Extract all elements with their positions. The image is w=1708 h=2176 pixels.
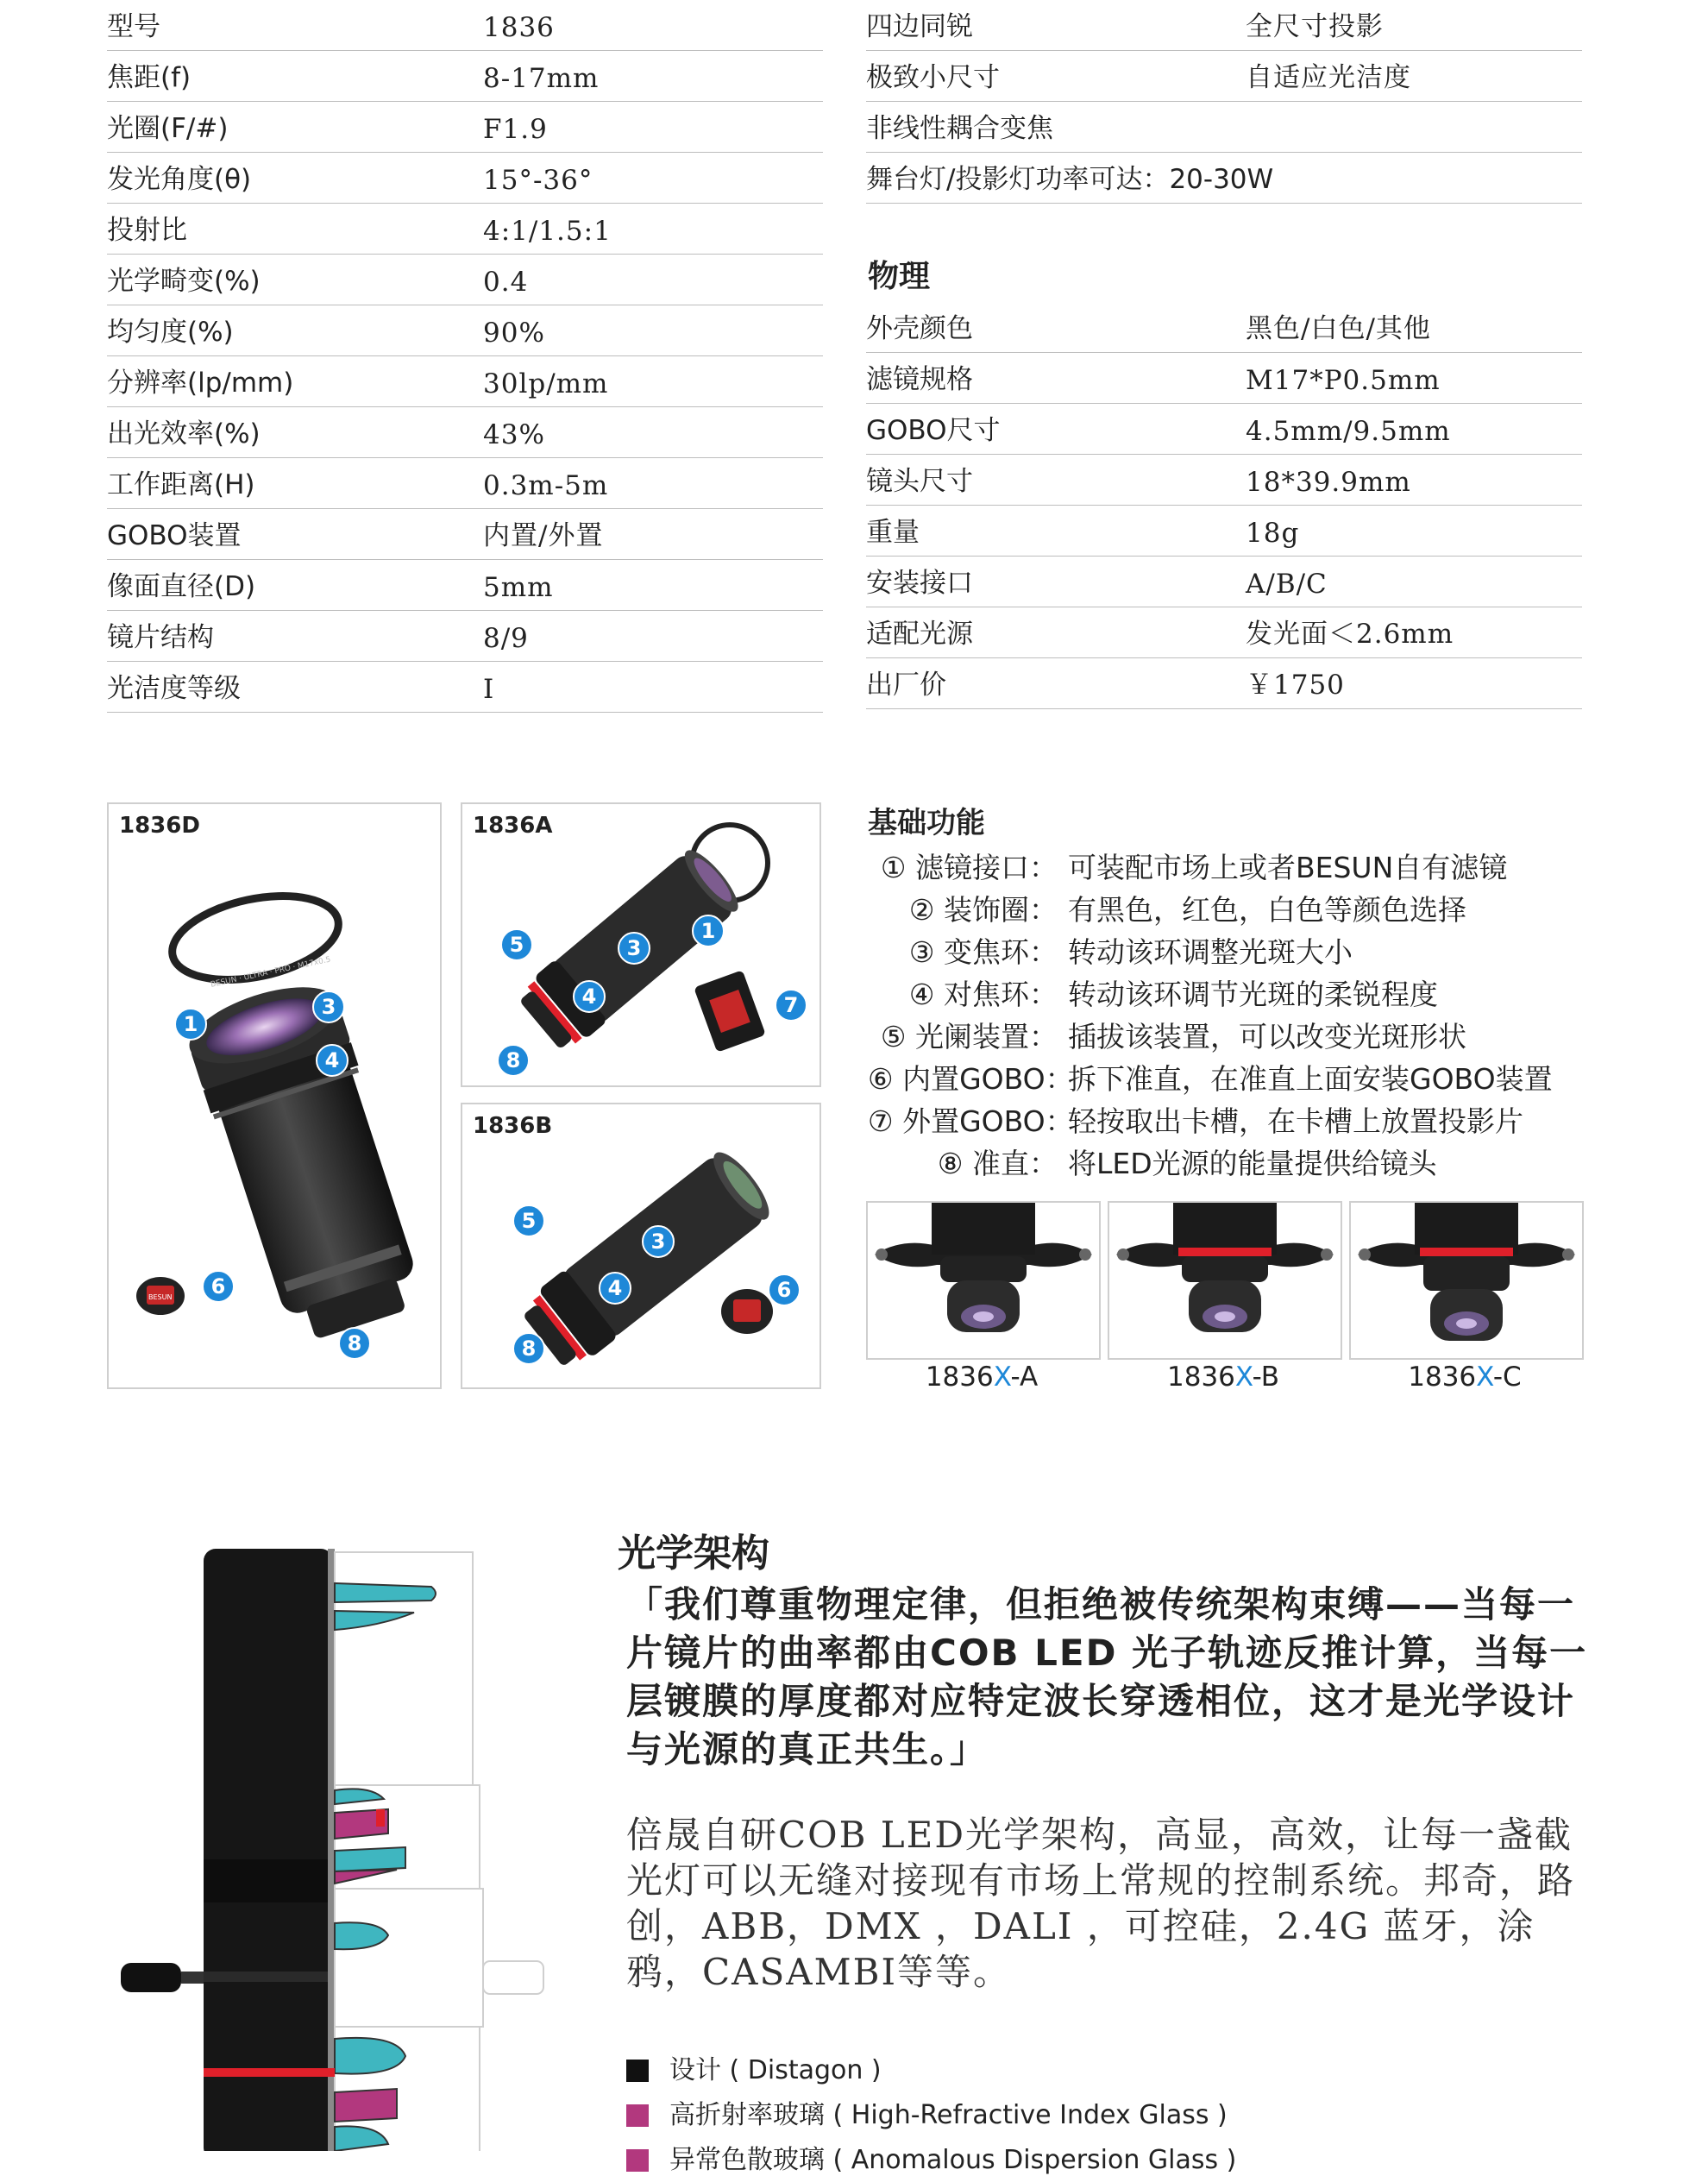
feature-label: 非线性耦合变焦 <box>866 113 1053 144</box>
variant-lens-svg <box>1351 1203 1582 1358</box>
product-panel-1836b <box>461 1103 821 1389</box>
spec-label: 均匀度(%) <box>107 317 234 348</box>
badge-6: 6 <box>202 1270 235 1303</box>
variant-thumbnail <box>1108 1201 1342 1360</box>
physical-row <box>866 352 1582 404</box>
physical-table <box>866 0 1582 716</box>
spec-label: 投射比 <box>107 215 187 246</box>
variant-lens-svg <box>1109 1203 1341 1358</box>
function-item <box>868 846 1508 886</box>
spec-row <box>107 610 823 662</box>
spec-label: GOBO装置 <box>107 520 242 551</box>
function-desc: 将LED光源的能量提供给镜头 <box>1068 1147 1437 1180</box>
spec-value: 90% <box>483 318 545 349</box>
variant-x: X <box>1234 1362 1253 1393</box>
function-item <box>868 1099 1523 1140</box>
spec-row <box>107 661 823 713</box>
cutaway-svg <box>121 1540 569 2151</box>
physical-value: 黑色/白色/其他 <box>1246 313 1431 344</box>
legend-swatch <box>626 2104 649 2127</box>
legend-item <box>626 2048 882 2086</box>
function-name: ① 滤镜接口： <box>880 851 1058 884</box>
function-desc: 转动该环调节光斑的柔锐程度 <box>1068 978 1438 1011</box>
function-item <box>868 1057 1553 1097</box>
function-name: ⑧ 准直： <box>937 1147 1058 1180</box>
spec-value: 15°-36° <box>483 165 593 196</box>
physical-row <box>866 556 1582 607</box>
physical-label: 适配光源 <box>866 619 973 650</box>
feature-value: 自适应光洁度 <box>1246 62 1411 93</box>
spec-row <box>107 254 823 305</box>
badge-4b: 4 <box>599 1272 631 1305</box>
spec-label: 光洁度等级 <box>107 673 241 704</box>
spec-label: 型号 <box>107 11 160 42</box>
spec-label: 光学畸变(%) <box>107 266 261 297</box>
spec-label: 出光效率(%) <box>107 418 261 450</box>
badge-3a: 3 <box>618 932 650 965</box>
spec-row <box>107 508 823 560</box>
spec-row <box>107 355 823 407</box>
feature-label: 四边同锐 <box>866 11 973 42</box>
spec-row <box>107 559 823 611</box>
physical-value: 18g <box>1246 518 1300 549</box>
variant-lens-svg <box>868 1203 1099 1358</box>
spec-row <box>107 0 823 51</box>
legend-item <box>626 2093 1228 2131</box>
gobo-chip <box>136 1277 185 1315</box>
badge-8b: 8 <box>512 1332 545 1365</box>
spec-value: 8/9 <box>483 623 529 654</box>
spec-row <box>107 152 823 204</box>
spec-table-left <box>107 0 823 716</box>
function-name: ⑤ 光阑装置： <box>880 1020 1058 1053</box>
spec-value: 0.3m-5m <box>483 470 609 501</box>
function-item <box>868 930 1353 971</box>
red-marker <box>376 1809 385 1827</box>
variant-thumbnail <box>866 1201 1101 1360</box>
physical-value: ￥1750 <box>1246 670 1345 701</box>
product-panel-1836d <box>107 802 442 1389</box>
function-item <box>868 888 1466 928</box>
variant-model: 1836 <box>1167 1362 1235 1393</box>
spec-value: 1836 <box>483 12 555 43</box>
spec-value: I <box>483 674 495 705</box>
legend-item <box>626 2138 1236 2176</box>
badge-5b: 5 <box>512 1204 545 1237</box>
physical-label: 外壳颜色 <box>866 313 973 344</box>
optics-paragraph: 倍晟自研COB LED光学架构，高显，高效，让每一盏截光灯可以无缝对接现有市场上常规的控制系统。邦奇，路创，ABB，DMX ，DALI ，可控硅，2.4G 蓝牙，涂鸦，CASAMBI等等。 <box>626 1814 1576 1993</box>
physical-row <box>866 301 1582 353</box>
badge-1: 1 <box>174 1008 207 1041</box>
variant-x: X <box>993 1362 1011 1393</box>
physical-label: GOBO尺寸 <box>866 415 1001 446</box>
function-desc: 插拔该装置，可以改变光斑形状 <box>1068 1020 1466 1053</box>
function-item <box>868 1141 1437 1182</box>
spec-row <box>107 305 823 356</box>
spec-label: 发光角度(θ) <box>107 164 252 195</box>
lens-element-9 <box>335 2089 397 2122</box>
badge-6b: 6 <box>768 1274 801 1306</box>
lens-element-5 <box>335 1847 405 1871</box>
physical-value: M17*P0.5mm <box>1246 365 1441 396</box>
function-name: ③ 变焦环： <box>908 935 1058 969</box>
spec-value: F1.9 <box>483 114 548 145</box>
badge-4: 4 <box>316 1044 349 1077</box>
spec-value: 8-17mm <box>483 63 600 94</box>
variant-suffix: -C <box>1492 1362 1522 1393</box>
badge-8a: 8 <box>497 1044 530 1077</box>
physical-label: 滤镜规格 <box>866 364 973 395</box>
spec-row <box>107 50 823 102</box>
spec-label: 工作距离(H) <box>107 469 255 500</box>
function-name: ② 装饰圈： <box>908 893 1058 927</box>
variant-suffix: -B <box>1252 1362 1279 1393</box>
optics-title: 光学架构 <box>618 1531 769 1575</box>
feature-label: 舞台灯/投影灯功率可达：20-30W <box>866 164 1274 195</box>
spec-row <box>107 406 823 458</box>
panel-label-1836d: 1836D <box>119 813 200 839</box>
feature-label: 极致小尺寸 <box>866 62 1000 93</box>
optical-cutaway-illustration <box>121 1540 569 2151</box>
function-desc: 轻按取出卡槽，在卡槽上放置投影片 <box>1068 1104 1523 1138</box>
legend-text: 异常色散玻璃 ( Anomalous Dispersion Glass ) <box>669 2145 1237 2175</box>
legend-swatch <box>626 2149 649 2172</box>
badge-4a: 4 <box>573 980 606 1013</box>
filter-ring-text: BESUN · ULTRA · PRO · M17x0.5 <box>210 955 332 990</box>
spec-label: 焦距(f) <box>107 62 192 93</box>
variant-suffix: -A <box>1010 1362 1039 1393</box>
physical-section-title: 物理 <box>868 259 931 294</box>
function-name: ⑥ 内置GOBO： <box>868 1062 1074 1096</box>
function-item <box>868 972 1438 1013</box>
variant-model: 1836 <box>1408 1362 1477 1393</box>
spec-label: 镜片结构 <box>107 622 214 653</box>
badge-1a: 1 <box>692 915 725 947</box>
spec-row <box>107 203 823 255</box>
legend-swatch <box>626 2060 649 2082</box>
panel-label-1836b: 1836B <box>473 1113 553 1139</box>
lens-illustration-1836d <box>109 804 440 1387</box>
legend-text: 设计 ( Distagon ) <box>669 2055 882 2085</box>
variant-caption <box>866 1362 1097 1393</box>
spec-value: 0.4 <box>483 267 529 298</box>
physical-value: A/B/C <box>1246 569 1328 600</box>
product-panel-1836a <box>461 802 821 1087</box>
badge-5a: 5 <box>500 928 533 961</box>
variant-caption <box>1349 1362 1580 1393</box>
function-name: ④ 对焦环： <box>908 978 1058 1011</box>
function-desc: 可装配市场上或者BESUN自有滤镜 <box>1068 851 1508 884</box>
spec-row <box>107 457 823 509</box>
panel-label-1836a: 1836A <box>473 813 553 839</box>
badge-8: 8 <box>338 1327 371 1360</box>
spec-value: 30lp/mm <box>483 368 609 399</box>
physical-row <box>866 657 1582 709</box>
spec-value: 4:1/1.5:1 <box>483 216 612 247</box>
physical-row <box>866 607 1582 658</box>
physical-label: 出厂价 <box>866 670 946 701</box>
feature-value: 全尺寸投影 <box>1246 11 1384 42</box>
physical-row <box>866 403 1582 455</box>
physical-label: 安装接口 <box>866 568 973 599</box>
legend-text: 高折射率玻璃 ( High-Refractive Index Glass ) <box>669 2100 1228 2130</box>
variant-caption <box>1108 1362 1339 1393</box>
optics-quote: 「我们尊重物理定律，但拒绝被传统架构束缚——当每一片镜片的曲率都由COB LED 光子轨迹反推计算，当每一层镀膜的厚度都对应特定波长穿透相位，这才是光学设计与光源的真正共生。」 <box>626 1583 1588 1770</box>
function-desc: 有黑色，红色，白色等颜色选择 <box>1068 893 1466 927</box>
badge-3b: 3 <box>642 1225 675 1258</box>
variant-x: X <box>1476 1362 1493 1393</box>
lens-element-1 <box>335 1583 436 1602</box>
physical-label: 镜头尺寸 <box>866 466 973 497</box>
physical-label: 重量 <box>866 517 920 548</box>
spec-label: 分辨率(lp/mm) <box>107 368 294 399</box>
basic-functions-title: 基础功能 <box>868 806 985 840</box>
spec-label: 像面直径(D) <box>107 571 256 602</box>
function-desc: 拆下准直，在准直上面安装GOBO装置 <box>1068 1062 1553 1096</box>
function-item <box>868 1015 1466 1055</box>
function-desc: 转动该环调整光斑大小 <box>1068 935 1353 969</box>
spec-value: 43% <box>483 419 545 450</box>
physical-value: 18*39.9mm <box>1246 467 1411 498</box>
spec-row <box>107 101 823 153</box>
physical-row <box>866 454 1582 506</box>
variant-thumbnail <box>1349 1201 1584 1360</box>
badge-7a: 7 <box>775 989 807 1022</box>
physical-value: 4.5mm/9.5mm <box>1246 416 1451 447</box>
spec-label: 光圈(F/#) <box>107 113 229 144</box>
physical-value: 发光面＜2.6mm <box>1246 619 1454 650</box>
logo-text: BESUN <box>148 1293 173 1301</box>
physical-row <box>866 505 1582 557</box>
function-name: ⑦ 外置GOBO： <box>868 1104 1074 1138</box>
spec-value: 内置/外置 <box>483 520 604 551</box>
variant-model: 1836 <box>925 1362 994 1393</box>
badge-3: 3 <box>312 991 345 1023</box>
spec-value: 5mm <box>483 572 554 603</box>
